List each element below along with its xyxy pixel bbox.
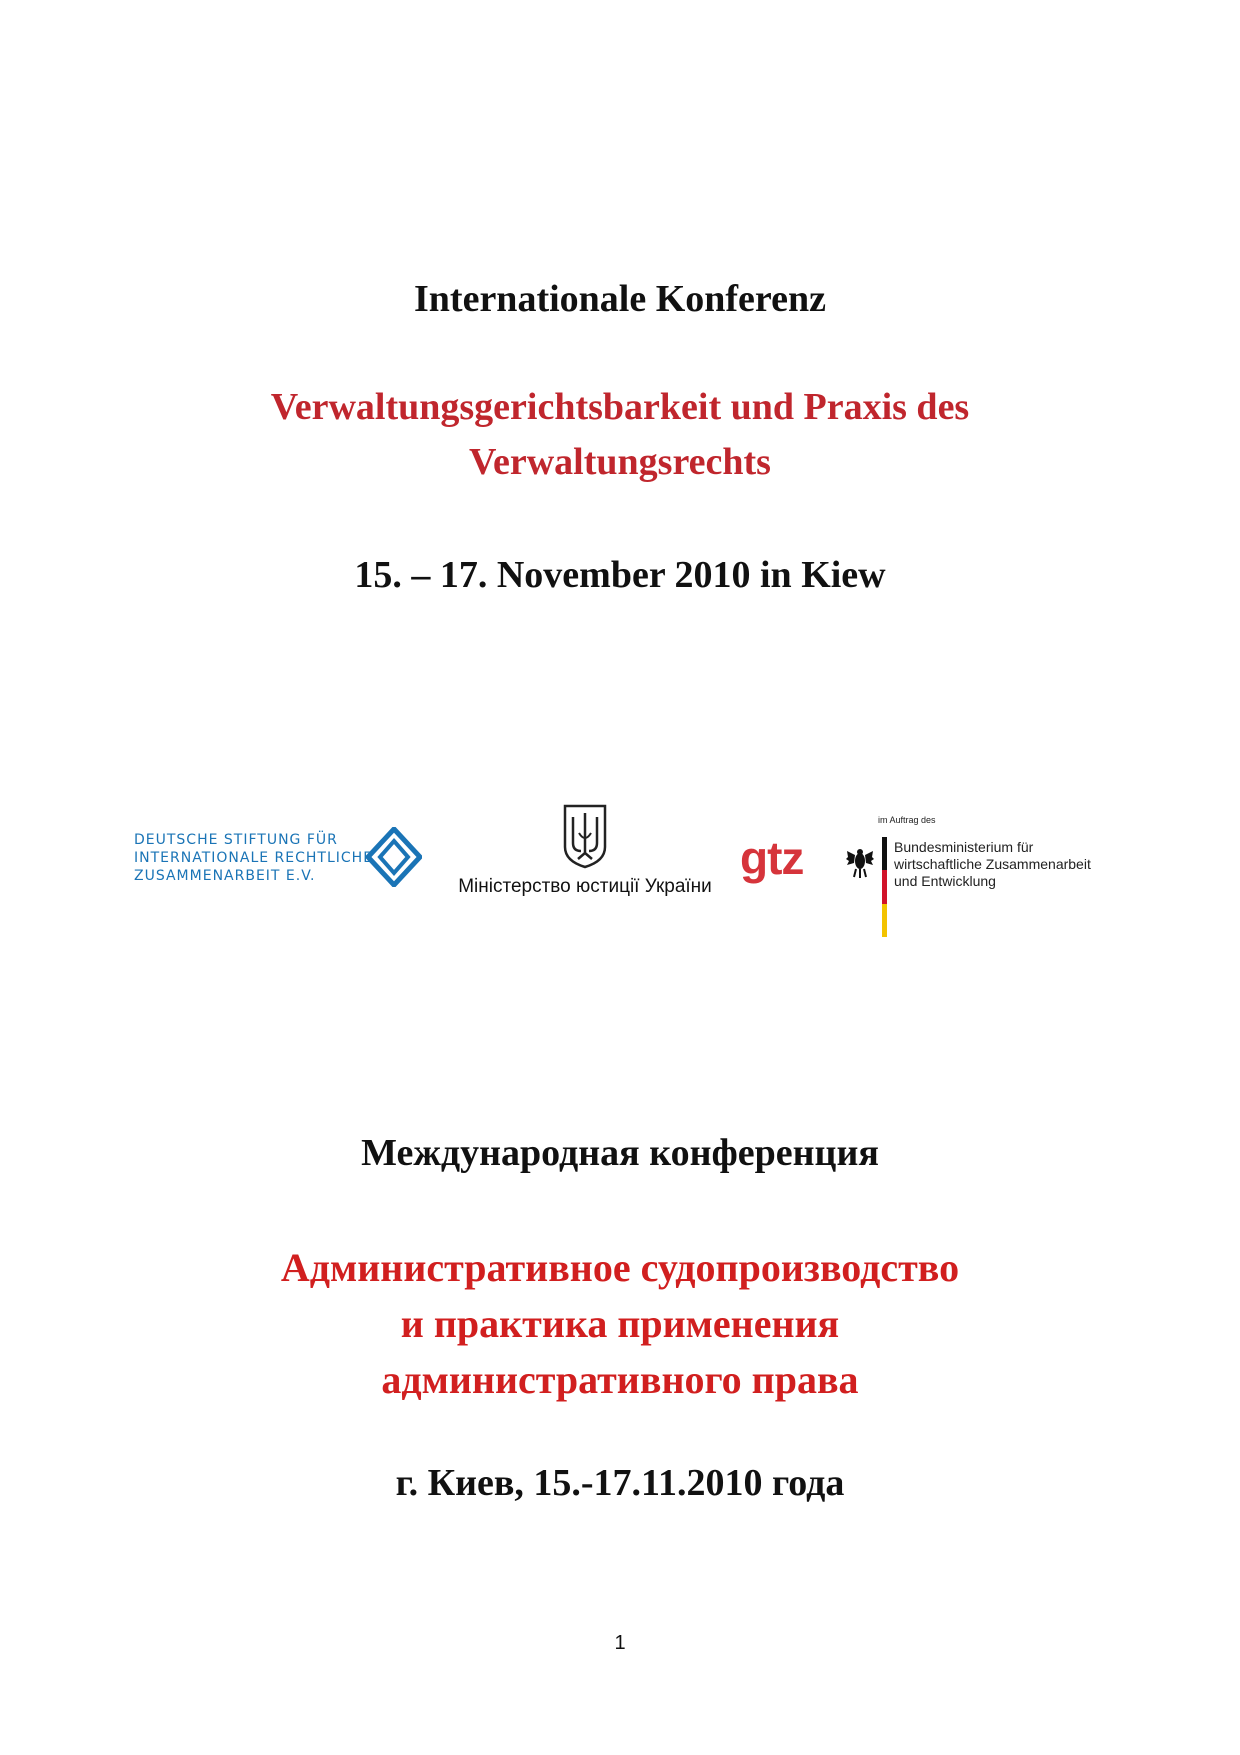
russian-subtitle xyxy=(0,1240,1240,1408)
bmz-line-2: wirtschaftliche Zusammenarbeit xyxy=(894,856,1091,872)
partner-logos-row xyxy=(0,795,1240,935)
dstf-line-1: DEUTSCHE STIFTUNG FÜR xyxy=(134,832,338,848)
bmz-line-3: und Entwicklung xyxy=(894,873,996,889)
german-subtitle xyxy=(0,380,1240,490)
dstf-logo-text xyxy=(134,831,373,885)
german-heading: Internationale Konferenz xyxy=(414,278,826,320)
russian-heading: Международная конференция xyxy=(361,1132,879,1174)
dstf-line-2: INTERNATIONALE RECHTLICHE xyxy=(134,850,374,866)
russian-subtitle-line-3: административного права xyxy=(381,1357,859,1402)
german-flag-bar xyxy=(882,837,887,937)
ministry-logo xyxy=(440,803,730,898)
german-subtitle-line-1: Verwaltungsgerichtsbarkeit und Praxis des xyxy=(270,386,970,428)
german-subtitle-line-2: Verwaltungsrechts xyxy=(469,441,771,484)
trident-coat-of-arms-icon xyxy=(562,803,608,869)
bmz-auftrag-text: im Auftrag des xyxy=(878,815,936,825)
russian-date: г. Киев, 15.-17.11.2010 года xyxy=(395,1462,845,1504)
ministry-label: Міністерство юстиції України xyxy=(458,876,712,897)
dstf-line-3: ZUSAMMENARBEIT E.V. xyxy=(134,868,316,884)
russian-subtitle-line-1: Административное судопроизводство xyxy=(280,1245,960,1290)
bmz-line-1: Bundesministerium für xyxy=(894,839,1034,855)
bmz-name xyxy=(894,839,1091,890)
dstf-logo xyxy=(134,831,373,885)
dstf-diamond-icon xyxy=(366,827,422,887)
gtz-label: gtz xyxy=(740,832,804,884)
russian-subtitle-line-2: и практика применения xyxy=(400,1301,840,1346)
gtz-logo xyxy=(740,831,803,885)
page-number: 1 xyxy=(614,1632,626,1654)
federal-eagle-icon xyxy=(846,847,874,879)
german-date: 15. – 17. November 2010 in Kiew xyxy=(354,554,886,596)
